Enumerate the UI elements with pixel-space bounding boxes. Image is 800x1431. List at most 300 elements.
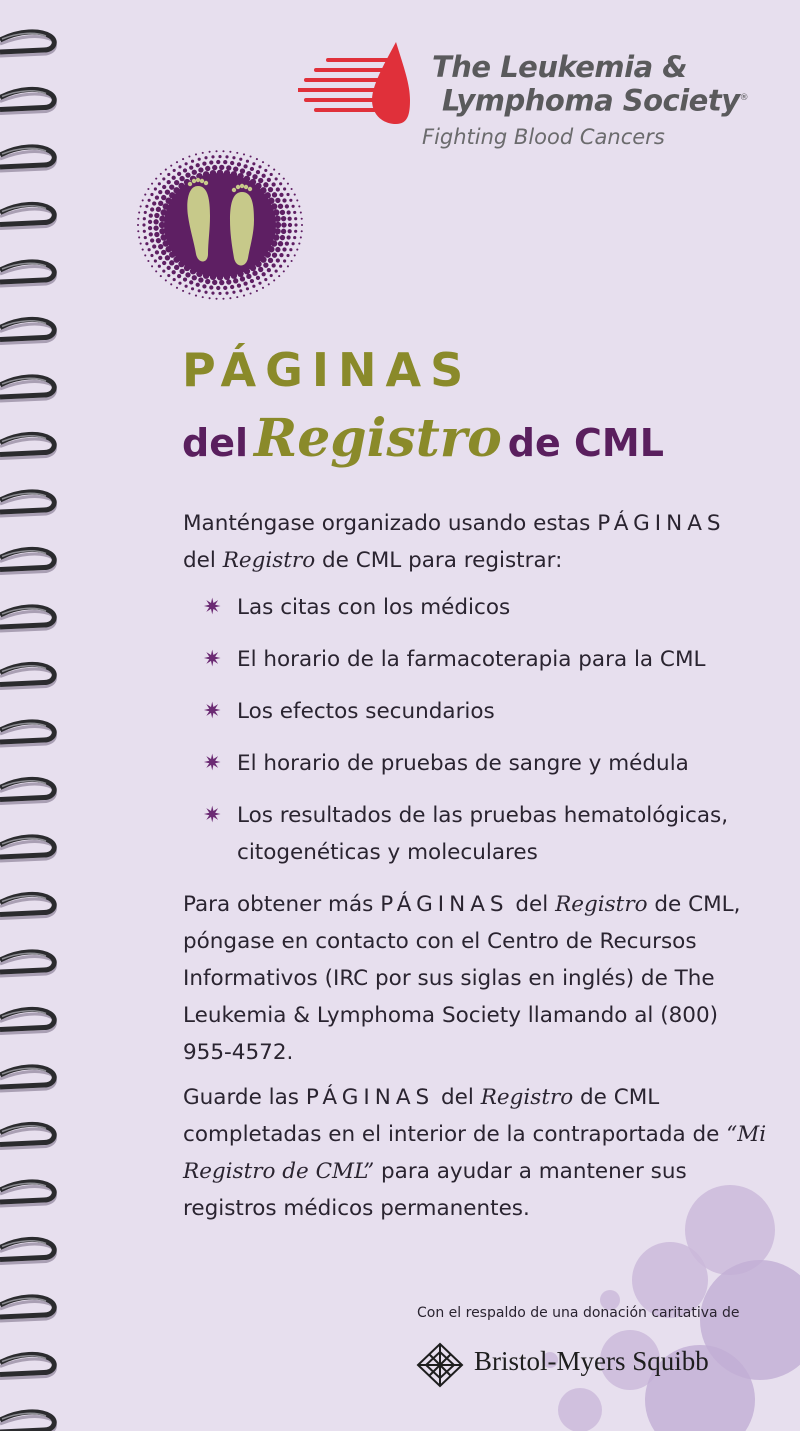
halftone-dot: [162, 185, 166, 189]
halftone-dot: [192, 275, 197, 280]
intro-caps: PÁGINAS: [597, 511, 726, 536]
title-script-registro: Registro: [254, 408, 502, 469]
halftone-dot: [222, 150, 224, 152]
halftone-dot: [273, 169, 275, 171]
halftone-dot: [188, 155, 190, 157]
halftone-dot: [294, 217, 297, 220]
halftone-dot: [169, 185, 174, 190]
support-note: Con el respaldo de una donación caritativa de: [417, 1305, 740, 1321]
halftone-dot: [176, 161, 178, 163]
halftone-dot: [211, 292, 214, 295]
halftone-dot: [252, 174, 257, 179]
storage-text-3: de CML completadas en el interior de la contraportada de: [183, 1085, 720, 1147]
halftone-dot: [147, 260, 149, 262]
halftone-dot: [155, 270, 157, 272]
list-item: [183, 693, 773, 730]
halftone-dot: [293, 211, 296, 214]
star-bullet-icon: ✷: [203, 803, 222, 828]
halftone-dot: [272, 192, 277, 197]
spiral-ring: [0, 204, 55, 228]
halftone-dot: [158, 190, 162, 194]
halftone-dot: [144, 254, 146, 256]
halftone-dot: [145, 242, 148, 245]
storage-caps: PÁGINAS: [305, 1085, 435, 1110]
halftone-dot: [258, 178, 263, 183]
title-del: del: [182, 421, 248, 465]
halftone-dot: [137, 218, 139, 220]
halftone-dot: [225, 155, 228, 158]
halftone-dot: [204, 291, 207, 294]
halftone-dot: [170, 283, 172, 285]
halftone-dot: [177, 274, 181, 278]
contact-paragraph: [183, 886, 773, 1071]
halftone-dot: [275, 247, 280, 252]
lls-tagline: Fighting Blood Cancers: [422, 125, 665, 149]
halftone-dot: [212, 280, 217, 285]
halftone-dot: [293, 236, 296, 239]
halftone-dot: [300, 236, 302, 238]
halftone-dot: [150, 193, 153, 196]
halftone-dot: [151, 265, 153, 267]
halftone-dot: [148, 248, 151, 251]
halftone-dot: [237, 284, 241, 288]
halftone-dot: [232, 156, 235, 159]
lls-logo: [298, 30, 768, 160]
halftone-dot: [165, 190, 170, 195]
halftone-dot: [170, 165, 172, 167]
halftone-dot: [143, 230, 146, 233]
toe: [240, 184, 244, 188]
halftone-dot: [182, 290, 184, 292]
halftone-dot: [162, 270, 165, 273]
spiral-ring: [0, 1009, 55, 1033]
halftone-dot: [148, 199, 151, 202]
halftone-dot: [275, 177, 278, 180]
halftone-dot: [272, 263, 276, 267]
halftone-dot: [149, 232, 153, 236]
halftone-dot: [268, 187, 273, 192]
toe: [248, 187, 252, 191]
halftone-dot: [160, 173, 162, 175]
halftone-dot: [236, 296, 238, 298]
body-text: [183, 505, 773, 1235]
storage-script: Registro: [480, 1085, 574, 1110]
spiral-ring: [0, 779, 55, 803]
lls-name-line2: Lymphoma Society: [442, 83, 740, 118]
halftone-dot: [211, 155, 214, 158]
halftone-dot: [278, 204, 283, 209]
contact-script: Registro: [555, 892, 648, 917]
storage-text-4: para ayudar a mantener sus registros médicos permanentes.: [183, 1159, 687, 1221]
halftone-dot: [154, 259, 157, 262]
halftone-dot: [202, 296, 204, 298]
halftone-dot: [173, 278, 176, 281]
star-bullet-icon: ✷: [203, 595, 222, 620]
halftone-dot: [156, 207, 161, 212]
toe: [236, 185, 240, 189]
halftone-dot: [218, 155, 221, 158]
halftone-dot: [209, 160, 213, 164]
spiral-binding: [0, 0, 70, 1431]
halftone-dot: [262, 272, 266, 276]
halftone-dot: [202, 284, 206, 288]
feet-icon: [130, 150, 310, 300]
halftone-dot: [273, 279, 275, 281]
halftone-dot: [196, 163, 200, 167]
halftone-dot: [279, 193, 283, 197]
halftone-dot: [243, 153, 245, 155]
halftone-dot: [243, 164, 247, 168]
halftone-dot: [256, 276, 260, 280]
toe: [196, 178, 200, 182]
halftone-dot: [223, 160, 227, 164]
intro-text-3: de CML para registrar:: [322, 548, 563, 573]
halftone-dot: [191, 287, 194, 290]
halftone-dot: [281, 229, 286, 234]
halftone-dot: [252, 271, 257, 276]
halftone-dot: [158, 201, 163, 206]
halftone-dot: [179, 269, 184, 274]
halftone-dot: [294, 230, 297, 233]
halftone-dot: [158, 265, 161, 268]
halftone-dot: [283, 178, 285, 180]
halftone-dot: [270, 274, 273, 277]
halftone-dot: [156, 238, 161, 243]
halftone-dot: [209, 297, 211, 299]
halftone-dot: [292, 205, 295, 208]
halftone-dot: [246, 171, 251, 176]
halftone-dot: [142, 199, 144, 201]
halftone-dot: [183, 277, 187, 281]
halftone-dot: [226, 279, 231, 284]
halftone-dot: [262, 174, 266, 178]
title-paginas: PÁGINAS: [182, 343, 473, 397]
halftone-dot: [232, 291, 235, 294]
halftone-dot: [294, 223, 297, 226]
halftone-dot: [258, 165, 261, 168]
toe: [200, 179, 204, 183]
feet-icon-background: [164, 173, 276, 277]
halftone-dot: [276, 187, 280, 191]
bms-logo: [416, 1342, 736, 1388]
halftone-dot: [258, 282, 261, 285]
halftone-dot: [246, 287, 249, 290]
halftone-dot: [176, 287, 178, 289]
spiral-ring: [0, 722, 55, 746]
list-item-text: Los resultados de las pruebas hematológicas, citogenéticas y moleculares: [237, 803, 729, 865]
halftone-dot: [268, 258, 273, 263]
halftone-dot: [300, 211, 302, 213]
spiral-ring: [0, 147, 55, 171]
list-item: [183, 745, 773, 782]
lls-name-line1: The Leukemia &: [432, 50, 688, 84]
star-bullet-icon: ✷: [203, 699, 222, 724]
halftone-dot: [137, 230, 139, 232]
halftone-dot: [285, 241, 289, 245]
halftone-dot: [149, 213, 153, 217]
contact-text-1: Para obtener más: [183, 892, 374, 917]
halftone-dot: [275, 198, 280, 203]
spiral-ring: [0, 607, 55, 631]
halftone-dot: [167, 274, 170, 277]
halftone-dot: [233, 278, 238, 283]
halftone-dot: [270, 173, 273, 176]
halftone-dot: [185, 272, 190, 277]
halftone-dot: [296, 199, 298, 201]
halftone-dot: [192, 170, 197, 175]
halftone-dot: [150, 254, 153, 257]
halftone-dot: [243, 295, 245, 297]
halftone-dot: [137, 224, 139, 226]
halftone-dot: [262, 161, 264, 163]
halftone-dot: [138, 236, 140, 238]
halftone-dot: [216, 286, 220, 290]
halftone-dot: [154, 232, 159, 237]
halftone-dot: [182, 158, 184, 160]
halftone-dot: [250, 155, 252, 157]
halftone-dot: [212, 165, 217, 170]
halftone-dot: [140, 243, 142, 245]
list-item: [183, 797, 773, 871]
halftone-dot: [161, 250, 166, 255]
halftone-dot: [279, 182, 282, 185]
spiral-ring: [0, 1182, 55, 1206]
toe: [192, 179, 196, 183]
halftone-dot: [225, 292, 228, 295]
halftone-dot: [283, 259, 286, 262]
halftone-dot: [301, 230, 303, 232]
halftone-dot: [205, 279, 210, 284]
halftone-dot: [195, 295, 197, 297]
halftone-dot: [263, 263, 268, 268]
halftone-dot: [147, 188, 149, 190]
halftone-dot: [167, 266, 171, 270]
halftone-dot: [250, 167, 254, 171]
halftone-dot: [258, 267, 263, 272]
halftone-dot: [298, 243, 300, 245]
halftone-dot: [281, 216, 286, 221]
spiral-ring: [0, 664, 55, 688]
spiral-ring: [0, 319, 55, 343]
halftone-dot: [288, 229, 292, 233]
halftone-dot: [282, 247, 286, 251]
toe: [204, 181, 208, 185]
halftone-dot: [178, 165, 181, 168]
halftone-dot: [229, 297, 231, 299]
halftone-dot: [178, 282, 181, 285]
halftone-dot: [239, 289, 242, 292]
halftone-dot: [252, 162, 255, 165]
halftone-dot: [152, 244, 156, 248]
halftone-dot: [230, 161, 234, 165]
halftone-dot: [219, 165, 224, 170]
halftone-dot: [154, 187, 157, 190]
halftone-dot: [289, 199, 292, 202]
halftone-dot: [288, 217, 292, 221]
halftone-dot: [264, 278, 267, 281]
halftone-dot: [276, 258, 280, 262]
halftone-dot: [155, 196, 159, 200]
halftone-dot: [280, 235, 285, 240]
halftone-dot: [292, 242, 295, 245]
checklist: [183, 589, 773, 871]
halftone-dot: [298, 205, 300, 207]
spiral-ring: [0, 32, 55, 56]
halftone-dot: [140, 205, 142, 207]
spiral-ring: [0, 1124, 55, 1148]
spiral-ring: [0, 492, 55, 516]
halftone-dot: [148, 220, 152, 224]
halftone-dot: [243, 282, 247, 286]
spiral-ring: [0, 434, 55, 458]
halftone-dot: [280, 210, 285, 215]
halftone-dot: [167, 173, 170, 176]
registered-mark: ®: [739, 93, 749, 103]
halftone-dot: [144, 194, 146, 196]
halftone-dot: [283, 187, 286, 190]
halftone-dot: [185, 162, 188, 165]
spiral-ring: [0, 1239, 55, 1263]
halftone-dot: [278, 173, 280, 175]
halftone-dot: [286, 193, 289, 196]
halftone-dot: [158, 182, 161, 185]
storage-text-2: del: [441, 1085, 474, 1110]
halftone-dot: [198, 167, 203, 172]
halftone-dot: [272, 253, 277, 258]
storage-paragraph: [183, 1079, 773, 1227]
intro-script: Registro: [222, 548, 316, 573]
halftone-dot: [209, 285, 213, 289]
halftone-dot: [278, 275, 280, 277]
halftone-dot: [185, 172, 190, 177]
halftone-dot: [150, 238, 154, 242]
halftone-dot: [148, 226, 152, 230]
halftone-dot: [286, 235, 290, 239]
halftone-dot: [250, 279, 254, 283]
halftone-dot: [162, 261, 166, 265]
halftone-dot: [272, 182, 276, 186]
halftone-dot: [209, 151, 211, 153]
halftone-dot: [198, 289, 201, 292]
halftone-dot: [285, 204, 289, 208]
spiral-ring: [0, 837, 55, 861]
halftone-dot: [288, 223, 292, 227]
halftone-dot: [161, 195, 166, 200]
halftone-dot: [143, 217, 146, 220]
halftone-dot: [296, 249, 298, 251]
halftone-dot: [202, 161, 206, 165]
halftone-dot: [239, 158, 242, 161]
halftone-dot: [289, 248, 292, 251]
halftone-dot: [158, 256, 162, 260]
halftone-dot: [172, 176, 176, 180]
halftone-dot: [152, 201, 156, 205]
halftone-dot: [151, 183, 153, 185]
halftone-dot: [144, 211, 147, 214]
title-de-cml: de CML: [507, 421, 664, 465]
halftone-dot: [223, 286, 227, 290]
spiral-ring: [0, 952, 55, 976]
halftone-dot: [278, 241, 283, 246]
spiral-ring: [0, 1297, 55, 1321]
halftone-dot: [256, 158, 258, 160]
halftone-dot: [226, 165, 231, 170]
halftone-dot: [198, 277, 203, 282]
halftone-dot: [246, 274, 251, 279]
halftone-dot: [256, 290, 258, 292]
spiral-ring: [0, 377, 55, 401]
halftone-dot: [196, 283, 200, 287]
toe: [244, 185, 248, 189]
intro-text-1: Manténgase organizado usando estas: [183, 511, 591, 536]
spiral-ring: [0, 549, 55, 573]
spiral-ring: [0, 894, 55, 918]
halftone-dot: [222, 298, 224, 300]
halftone-dot: [153, 219, 158, 224]
halftone-dot: [240, 168, 245, 173]
halftone-dot: [291, 188, 293, 190]
contact-caps: PÁGINAS: [380, 892, 509, 917]
spiral-ring: [0, 1412, 55, 1431]
intro-text-2: del: [183, 548, 216, 573]
spiral-ring: [0, 1354, 55, 1378]
spiral-ring: [0, 262, 55, 286]
halftone-dot: [294, 254, 296, 256]
list-item: [183, 641, 773, 678]
halftone-dot: [294, 194, 296, 196]
storage-text-1: Guarde las: [183, 1085, 299, 1110]
halftone-dot: [162, 177, 165, 180]
halftone-dot: [291, 260, 293, 262]
halftone-dot: [262, 287, 264, 289]
halftone-dot: [169, 260, 174, 265]
halftone-dot: [145, 205, 148, 208]
halftone-dot: [267, 178, 271, 182]
halftone-dot: [158, 244, 163, 249]
halftone-dot: [218, 292, 221, 295]
halftone-dot: [264, 169, 267, 172]
halftone-dot: [240, 276, 245, 281]
halftone-dot: [279, 265, 282, 268]
halftone-dot: [246, 160, 249, 163]
halftone-dot: [154, 213, 159, 218]
blood-drop-icon: [298, 38, 413, 128]
halftone-dot: [279, 253, 283, 257]
halftone-dot: [215, 298, 217, 300]
halftone-dot: [237, 162, 241, 166]
halftone-dot: [160, 275, 162, 277]
star-bullet-icon: ✷: [203, 751, 222, 776]
halftone-dot: [250, 292, 252, 294]
halftone-dot: [252, 285, 255, 288]
halftone-dot: [268, 283, 270, 285]
halftone-dot: [155, 250, 159, 254]
halftone-dot: [191, 160, 194, 163]
storage-script-title: “Mi Registro de CML”: [183, 1122, 767, 1184]
halftone-dot: [167, 180, 171, 184]
halftone-dot: [256, 170, 260, 174]
title-registro: [182, 408, 664, 469]
spiral-ring: [0, 1067, 55, 1091]
halftone-dot: [205, 166, 210, 171]
list-item: [183, 589, 773, 626]
halftone-dot: [216, 160, 220, 164]
halftone-dot: [230, 285, 234, 289]
halftone-dot: [219, 280, 224, 285]
lls-name: [432, 52, 748, 117]
halftone-dot: [172, 270, 176, 274]
halftone-dot: [282, 198, 286, 202]
